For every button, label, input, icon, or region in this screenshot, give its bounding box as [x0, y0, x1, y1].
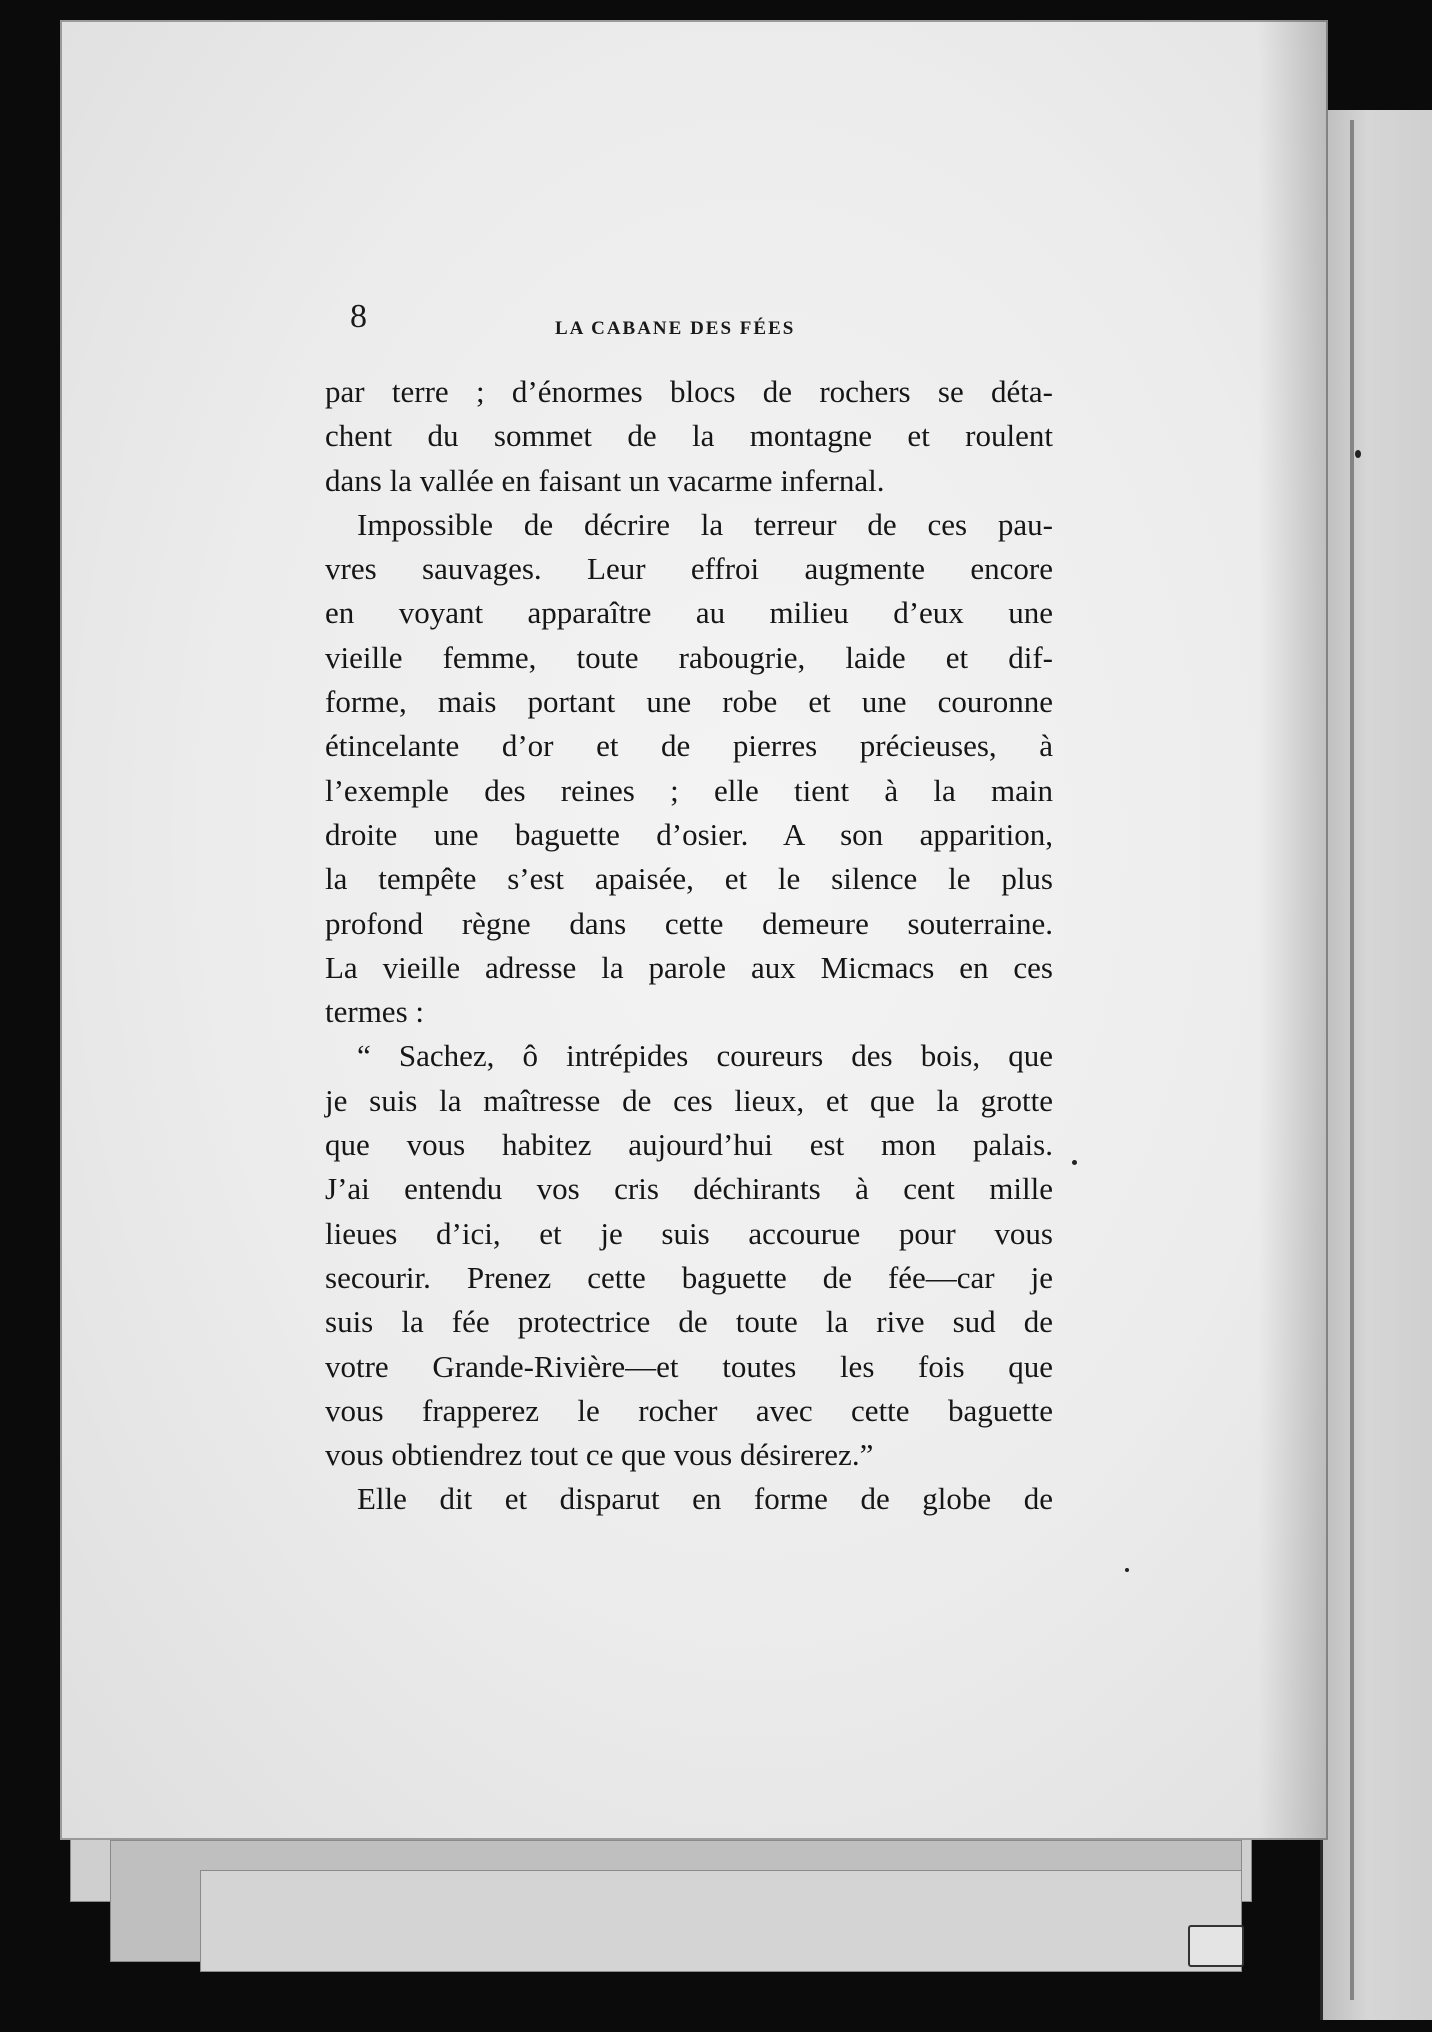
text-line: chent du sommet de la montagne et roulent: [325, 418, 1053, 454]
adjacent-page-shadow: [1350, 120, 1354, 2000]
text-line: suis la fée protectrice de toute la rive sud de: [325, 1304, 1053, 1340]
text-line: dans la vallée en faisant un vacarme infernal.: [325, 462, 885, 498]
text-line: droite une baguette d’osier. A son apparition,: [325, 816, 1053, 852]
text-line: forme, mais portant une robe et une couronne: [325, 684, 1053, 720]
text-line: étincelante d’or et de pierres précieuses, à: [325, 728, 1053, 764]
text-line: en voyant apparaître au milieu d’eux une: [325, 595, 1053, 631]
text-line: je suis la maîtresse de ces lieux, et que la grotte: [325, 1082, 1053, 1118]
text-line: profond règne dans cette demeure souterraine.: [325, 905, 1053, 941]
paper-speck: [1355, 450, 1361, 458]
adjacent-page-edge: [1320, 110, 1432, 2020]
paper-speck: [1125, 1568, 1129, 1572]
text-line: votre Grande-Rivière—et toutes les fois que: [325, 1348, 1053, 1384]
paper-stack-edge: [200, 1870, 1242, 1972]
body-text: [325, 370, 1053, 1522]
text-line: vieille femme, toute rabougrie, laide et dif-: [325, 639, 1053, 675]
text-line: Elle dit et disparut en forme de globe de: [357, 1481, 1053, 1517]
page-number: 8: [350, 298, 367, 335]
text-line: La vieille adresse la parole aux Micmacs en ces: [325, 949, 1053, 985]
paper-tab-mark: [1188, 1925, 1244, 1967]
page-shading: [1258, 20, 1328, 1840]
text-line: “ Sachez, ô intrépides coureurs des bois, que: [357, 1038, 1053, 1074]
text-line: lieues d’ici, et je suis accourue pour vous: [325, 1215, 1053, 1251]
text-line: termes :: [325, 994, 424, 1030]
text-line: vres sauvages. Leur effroi augmente encore: [325, 551, 1053, 587]
text-line: vous obtiendrez tout ce que vous désirerez.”: [325, 1437, 874, 1473]
running-head-title: LA CABANE DES FÉES: [555, 318, 796, 339]
text-line: que vous habitez aujourd’hui est mon palais.: [325, 1127, 1053, 1163]
text-line: J’ai entendu vos cris déchirants à cent mille: [325, 1171, 1053, 1207]
text-line: vous frapperez le rocher avec cette baguette: [325, 1392, 1053, 1428]
text-line: l’exemple des reines ; elle tient à la main: [325, 772, 1053, 808]
text-line: secourir. Prenez cette baguette de fée—car je: [325, 1259, 1053, 1295]
paper-speck: [1072, 1160, 1077, 1165]
text-line: par terre ; d’énormes blocs de rochers se déta-: [325, 374, 1053, 409]
text-line: Impossible de décrire la terreur de ces pau-: [357, 506, 1053, 542]
text-line: la tempête s’est apaisée, et le silence le plus: [325, 861, 1053, 897]
running-head: [350, 298, 1150, 348]
